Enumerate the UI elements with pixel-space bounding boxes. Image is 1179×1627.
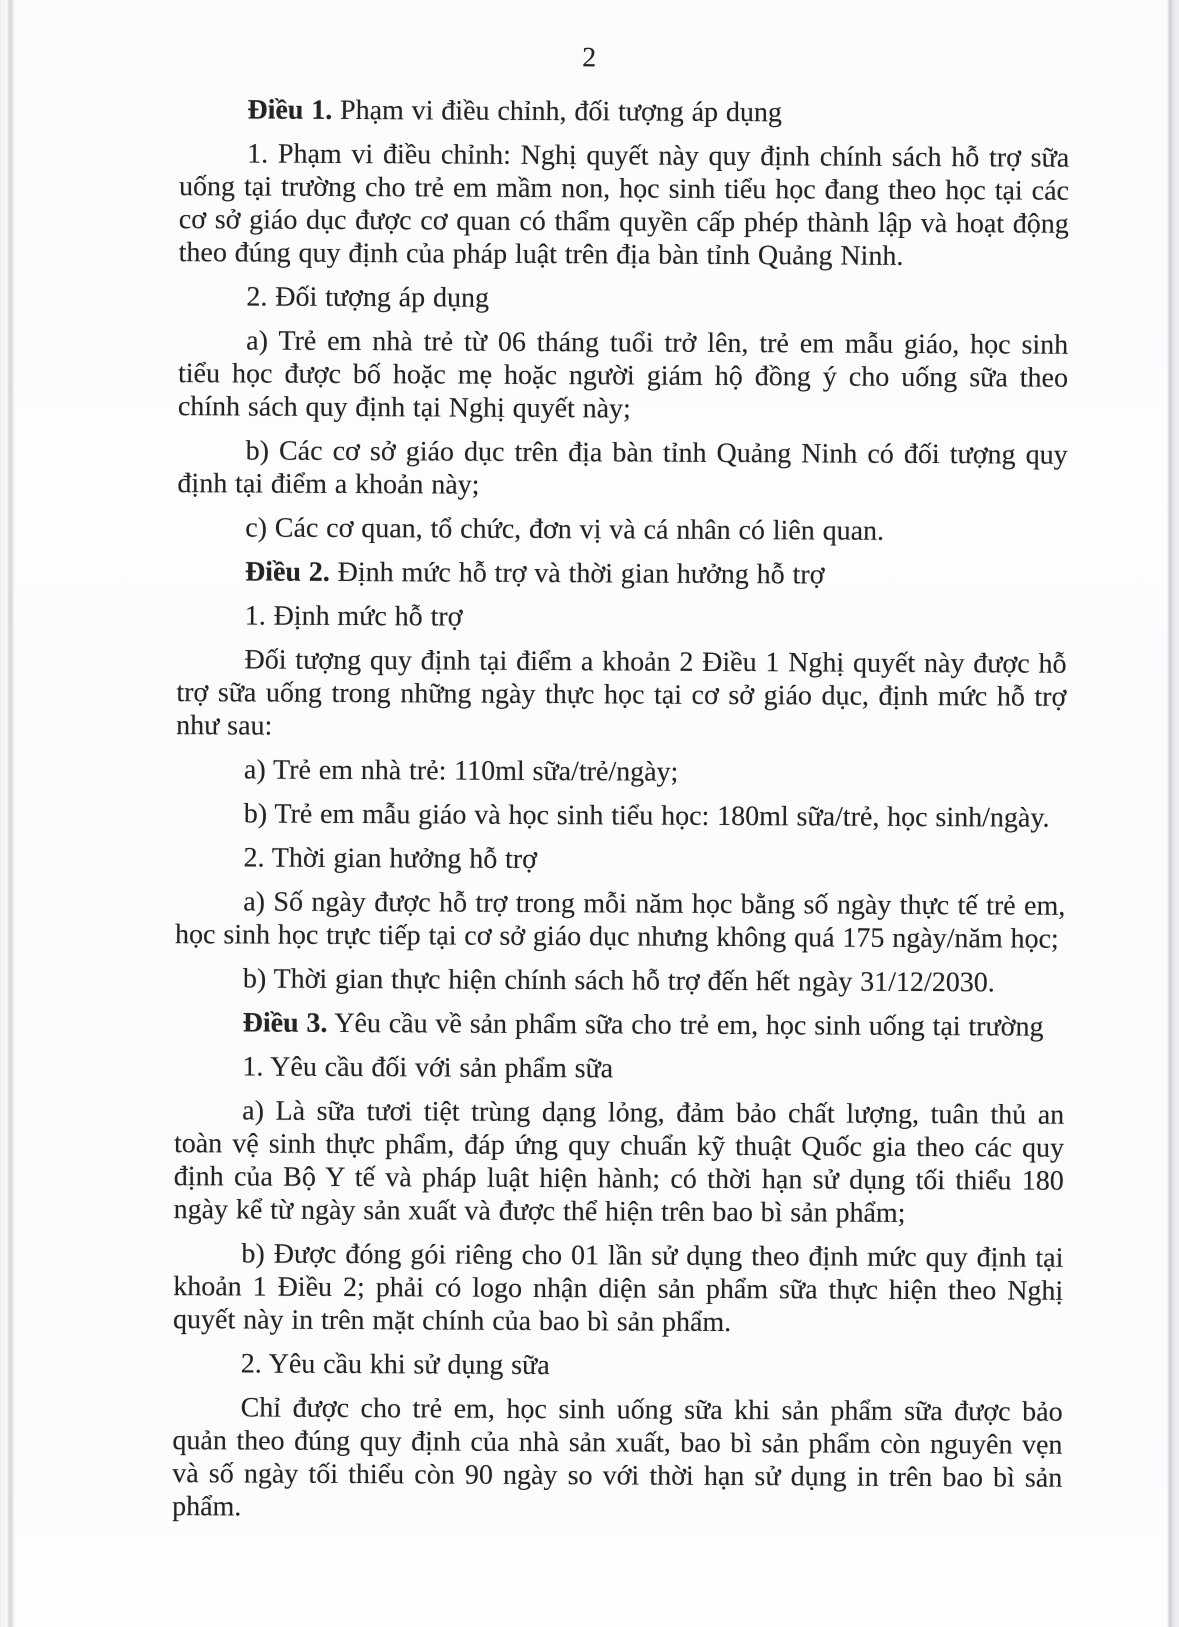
page-number: 2 <box>582 42 597 74</box>
article-3-clause-1-point-a: a) Là sữa tươi tiệt trùng dạng lỏng, đảm bảo chất lượng, tuân thủ an toàn vệ sinh thực phẩm, đáp ứng quy chuẩn kỹ thuật Quốc gia theo các quy định của Bộ Y tế và pháp luật hiện hành; có thời hạn sử dụng tối thiểu 180 ngày kể từ ngày sản xuất và được thể hiện trên bao bì sản phẩm; <box>173 1095 1065 1229</box>
article-1-clause-2: 2. Đối tượng áp dụng <box>246 281 490 314</box>
article-2-clause-1-point-b: b) Trẻ em mẫu giáo và học sinh tiểu học: 180ml sữa/trẻ, học sinh/ngày. <box>243 798 1050 834</box>
article-2-clause-1: 1. Định mức hỗ trợ <box>244 600 463 633</box>
article-3-heading <box>175 1006 1065 1044</box>
article-3-clause-2-body: Chỉ được cho trẻ em, học sinh uống sữa khi sản phẩm sữa được bảo quản theo đúng quy định của nhà sản xuất, bao bì sản phẩm còn nguyên vẹn và số ngày tối thiểu còn 90 ngày so với thời hạn sử dụng in trên bao bì sản phẩm. <box>172 1392 1063 1523</box>
document-body <box>172 93 1070 1539</box>
article-1-clause-1: 1. Phạm vi điều chỉnh: Nghị quyết này quy định chính sách hỗ trợ sữa uống tại trường cho trẻ em mầm non, học sinh tiểu học đang theo học tại các cơ sở giáo dục được cơ quan có thẩm quyền cấp phép thành lập và hoạt động theo đúng quy định của pháp luật trên địa bàn tỉnh Quảng Ninh. <box>178 138 1070 272</box>
article-2-clause-2-point-b: b) Thời gian thực hiện chính sách hỗ trợ đến hết ngày 31/12/2030. <box>242 963 995 999</box>
article-2-heading <box>177 555 1067 593</box>
article-2-clause-2-point-a: a) Số ngày được hỗ trợ trong mỗi năm học bằng số ngày thực tế trẻ em, học sinh học trực tiếp tại cơ sở giáo dục nhưng không quá 175 ngày/năm học; <box>175 886 1066 955</box>
article-1-clause-2-point-a: a) Trẻ em nhà trẻ từ 06 tháng tuổi trở lên, trẻ em mẫu giáo, học sinh tiểu học được bố hoặc mẹ hoặc người giám hộ đồng ý cho uống sữa theo chính sách quy định tại Nghị quyết này; <box>177 325 1069 425</box>
article-3-number: Điều 3. <box>242 1007 328 1039</box>
article-3-clause-1: 1. Yêu cầu đối với sản phẩm sữa <box>242 1051 614 1085</box>
article-3-title: Yêu cầu về sản phẩm sữa cho trẻ em, học sinh uống tại trường <box>327 1007 1044 1043</box>
article-1-clause-2-point-c: c) Các cơ quan, tổ chức, đơn vị và cá nhân có liên quan. <box>245 512 885 547</box>
article-1-number: Điều 1. <box>247 94 333 126</box>
article-1-clause-2-point-b: b) Các cơ sở giáo dục trên địa bàn tỉnh Quảng Ninh có đối tượng quy định tại điểm a khoản này; <box>177 435 1068 501</box>
article-3-clause-2: 2. Yêu cầu khi sử dụng sữa <box>240 1348 550 1382</box>
article-2-clause-1-point-a: a) Trẻ em nhà trẻ: 110ml sữa/trẻ/ngày; <box>243 754 679 788</box>
article-2-title: Định mức hỗ trợ và thời gian hưởng hỗ trợ <box>329 556 825 591</box>
article-2-clause-1-body: Đối tượng quy định tại điểm a khoản 2 Điều 1 Nghị quyết này được hỗ trợ sữa uống trong những ngày thực học tại cơ sở giáo dục, định mức hỗ trợ như sau: <box>176 644 1067 742</box>
article-3-clause-1-point-b: b) Được đóng gói riêng cho 01 lần sử dụng theo định mức quy định tại khoản 1 Điều 2; phải có logo nhận diện sản phẩm sữa thực hiện theo Nghị quyết này in trên mặt chính của bao bì sản phẩm. <box>173 1238 1064 1338</box>
article-2-clause-2: 2. Thời gian hưởng hỗ trợ <box>243 842 538 875</box>
article-2-number: Điều 2. <box>244 556 330 588</box>
article-1-heading <box>179 93 1069 131</box>
article-1-title: Phạm vi điều chỉnh, đối tượng áp dụng <box>332 94 783 129</box>
